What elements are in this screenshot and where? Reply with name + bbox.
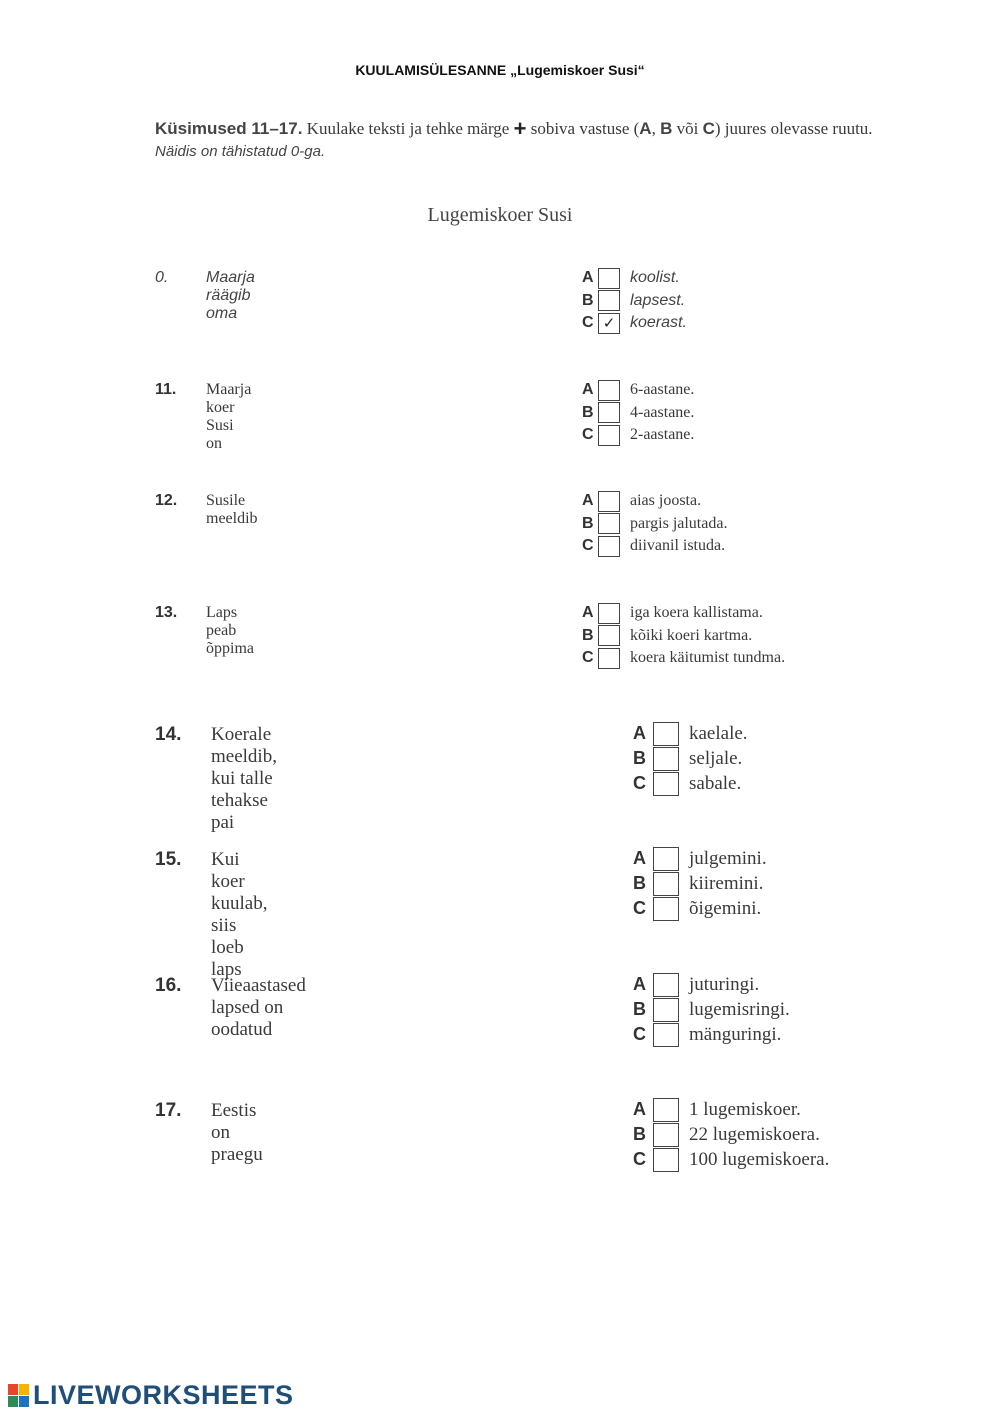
- question-number: 0.: [155, 269, 169, 286]
- question-number: 11.: [155, 381, 177, 398]
- option-text: aias joosta.: [630, 492, 702, 510]
- answer-group-11: [582, 379, 694, 447]
- answer-checkbox[interactable]: [653, 772, 679, 796]
- answer-group-15: [633, 846, 767, 921]
- answer-option: [633, 771, 748, 796]
- answer-checkbox[interactable]: [598, 625, 620, 646]
- option-letter: C: [582, 649, 594, 667]
- instructions-text-2: sobiva vastuse (: [530, 119, 640, 138]
- question-number: 16.: [155, 975, 182, 996]
- option-text: mänguringi.: [689, 1023, 782, 1045]
- option-letter: C: [633, 1024, 646, 1044]
- answer-checkbox[interactable]: [598, 513, 620, 534]
- answer-checkbox[interactable]: [653, 747, 679, 771]
- option-letter: A: [633, 974, 646, 994]
- option-letter: C: [633, 1149, 646, 1169]
- instructions: [155, 116, 873, 142]
- answer-option: [582, 535, 727, 558]
- option-text: julgemini.: [689, 847, 767, 869]
- option-letter: A: [582, 381, 594, 399]
- answer-option: [633, 1122, 829, 1147]
- instructions-text: Kuulake teksti ja tehke märge: [306, 119, 510, 138]
- option-text: õigemini.: [689, 897, 762, 919]
- option-text: lugemisringi.: [689, 998, 790, 1020]
- option-text: seljale.: [689, 747, 743, 769]
- option-text: 6-aastane.: [630, 381, 695, 399]
- answer-option: [633, 896, 767, 921]
- answer-checkbox[interactable]: [598, 648, 620, 669]
- answer-option: [582, 402, 694, 425]
- answer-checkbox[interactable]: [653, 722, 679, 746]
- option-letter: B: [633, 1124, 646, 1144]
- instructions-sep: või: [672, 119, 703, 138]
- page-title: KUULAMISÜLESANNE „Lugemiskoer Susi“: [355, 62, 645, 78]
- option-text: kõiki koeri kartma.: [630, 626, 753, 644]
- answer-option: [633, 1022, 790, 1047]
- option-text: sabale.: [689, 772, 742, 794]
- answer-option: [582, 647, 785, 670]
- option-letter: B: [633, 999, 646, 1019]
- answer-option: [633, 721, 748, 746]
- option-text: kiiremini.: [689, 872, 764, 894]
- option-text: pargis jalutada.: [630, 514, 728, 532]
- option-letter: A: [633, 723, 646, 743]
- answer-option: [633, 972, 790, 997]
- option-text: iga koera kallistama.: [630, 604, 763, 622]
- option-text: diivanil istuda.: [630, 537, 726, 555]
- answer-checkbox[interactable]: [598, 491, 620, 512]
- option-text: koera käitumist tundma.: [630, 649, 786, 667]
- option-text: 4-aastane.: [630, 403, 695, 421]
- answer-checkbox[interactable]: ✓: [598, 313, 620, 334]
- question-text: Laps peab õppima: [206, 604, 254, 657]
- answer-checkbox[interactable]: [598, 536, 620, 557]
- option-text: kaelale.: [689, 722, 748, 744]
- option-letter: C: [633, 898, 646, 918]
- answer-checkbox[interactable]: [598, 380, 620, 401]
- option-letter: C: [582, 426, 594, 444]
- question-text: Maarja räägib oma: [206, 269, 255, 322]
- plus-icon: +: [513, 116, 527, 141]
- answer-option: [582, 424, 694, 447]
- answer-checkbox[interactable]: [598, 603, 620, 624]
- answer-checkbox[interactable]: [653, 1098, 679, 1122]
- question-text: Maarja koer Susi on: [206, 381, 252, 452]
- option-letter: B: [582, 626, 594, 644]
- answer-group-13: [582, 602, 785, 670]
- option-letter: A: [633, 848, 646, 868]
- answer-checkbox[interactable]: [598, 268, 620, 289]
- answer-option: [582, 625, 785, 648]
- option-letter: A: [582, 604, 594, 622]
- answer-checkbox[interactable]: [598, 402, 620, 423]
- answer-option: [582, 490, 727, 513]
- option-letter: B: [582, 291, 594, 309]
- option-letter: B: [633, 873, 646, 893]
- question-number: 13.: [155, 604, 178, 621]
- question-number: 17.: [155, 1100, 182, 1121]
- question-number: 12.: [155, 492, 178, 509]
- option-letter: A: [582, 269, 594, 287]
- instructions-letter-a: A: [639, 119, 652, 138]
- answer-checkbox[interactable]: [598, 290, 620, 311]
- answer-checkbox[interactable]: [653, 973, 679, 997]
- instructions-text-3: ) juures olevasse ruutu.: [714, 119, 873, 138]
- option-letter: B: [633, 748, 646, 768]
- question-text: Susile meeldib: [206, 492, 258, 527]
- option-letter: A: [633, 1099, 646, 1119]
- answer-checkbox[interactable]: [598, 425, 620, 446]
- answer-group-14: [633, 721, 748, 796]
- answer-option: [582, 513, 727, 536]
- option-text: 100 lugemiskoera.: [689, 1148, 830, 1170]
- option-text: koolist.: [630, 269, 680, 287]
- answer-option: [633, 1147, 829, 1172]
- answer-checkbox[interactable]: [653, 897, 679, 921]
- liveworksheets-logo-icon: [8, 1384, 30, 1408]
- option-text: 1 lugemiskoer.: [689, 1098, 801, 1120]
- instructions-letter-b: B: [660, 119, 673, 138]
- answer-option: [633, 997, 790, 1022]
- answer-checkbox[interactable]: [653, 847, 679, 871]
- option-text: 2-aastane.: [630, 426, 695, 444]
- option-letter: B: [582, 403, 594, 421]
- answer-option: [582, 602, 785, 625]
- question-text: Koerale meeldib, kui talle tehakse pai: [211, 724, 277, 833]
- option-letter: B: [582, 514, 594, 532]
- answer-checkbox[interactable]: [653, 1148, 679, 1172]
- answer-option: [633, 871, 767, 896]
- option-letter: C: [633, 773, 646, 793]
- question-text: Eestis on praegu: [211, 1100, 263, 1165]
- answer-group-17: [633, 1097, 829, 1172]
- option-text: 22 lugemiskoera.: [689, 1123, 820, 1145]
- answer-option: [582, 379, 694, 402]
- question-number: 14.: [155, 724, 182, 745]
- answer-option: [582, 290, 687, 313]
- option-text: lapsest.: [630, 291, 686, 309]
- option-text: juturingi.: [689, 973, 760, 995]
- instructions-label: Küsimused 11–17.: [155, 119, 303, 138]
- example-note: Näidis on tähistatud 0-ga.: [155, 143, 326, 160]
- answer-group-16: [633, 972, 790, 1047]
- logo-text: LIVEWORKSHEETS: [33, 1380, 294, 1410]
- answer-option: [582, 267, 687, 290]
- answer-checkbox[interactable]: [653, 998, 679, 1022]
- answer-checkbox[interactable]: [653, 872, 679, 896]
- instructions-sep: ,: [651, 119, 661, 138]
- answer-option: [633, 846, 767, 871]
- liveworksheets-logo[interactable]: [8, 1380, 294, 1411]
- question-text: Viieaastased lapsed on oodatud: [211, 975, 306, 1040]
- story-title: Lugemiskoer Susi: [427, 204, 573, 226]
- answer-group-0: [582, 267, 687, 335]
- answer-option: [633, 1097, 829, 1122]
- option-letter: C: [582, 314, 594, 332]
- answer-option: [633, 746, 748, 771]
- answer-option: [582, 312, 687, 335]
- option-letter: C: [582, 537, 594, 555]
- instructions-letter-c: C: [702, 119, 715, 138]
- answer-checkbox[interactable]: [653, 1023, 679, 1047]
- answer-group-12: [582, 490, 727, 558]
- option-text: koerast.: [630, 314, 687, 332]
- option-letter: A: [582, 492, 594, 510]
- question-number: 15.: [155, 849, 182, 870]
- answer-checkbox[interactable]: [653, 1123, 679, 1147]
- question-text: Kui koer kuulab, siis loeb laps: [211, 849, 268, 980]
